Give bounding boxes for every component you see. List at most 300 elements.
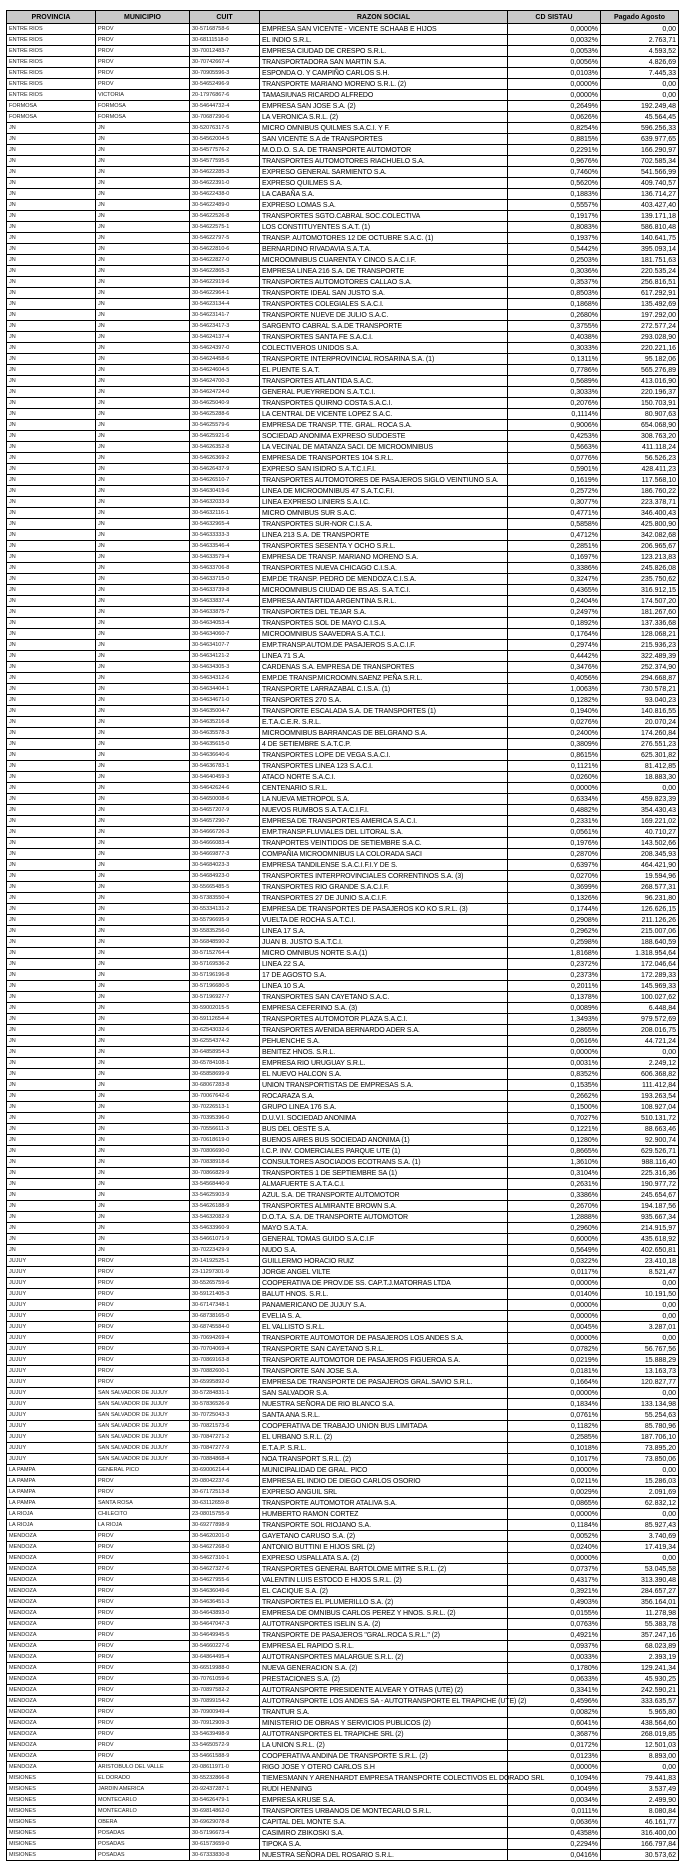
cell-razon-social: TRANSPORTES GENERAL BARTOLOME MITRE S.R.L. (2): [260, 1564, 508, 1575]
cell-cd-sistau: 0,0937%: [508, 1641, 601, 1652]
cell-municipio: PROV: [96, 1267, 190, 1278]
cell-provincia: JN: [7, 475, 96, 486]
cell-cd-sistau: 0,0782%: [508, 1344, 601, 1355]
cell-municipio: PROV: [96, 1476, 190, 1487]
cell-municipio: JN: [96, 288, 190, 299]
cell-razon-social: TRANSPORTES AUTOMOTORES CALLAO S.A.: [260, 277, 508, 288]
table-row: [7, 1069, 679, 1080]
cell-cuit: 30-54636451-3: [190, 1597, 260, 1608]
cell-provincia: JN: [7, 739, 96, 750]
cell-razon-social: EMPRESA CEFERINO S.A. (3): [260, 1003, 508, 1014]
cell-cuit: 30-68111518-0: [190, 35, 260, 46]
cell-provincia: JUJUY: [7, 1333, 96, 1344]
cell-municipio: SAN SALVADOR DE JUJUY: [96, 1443, 190, 1454]
table-row: [7, 849, 679, 860]
cell-razon-social: MICRO OMNIBUS NORTE S.A.(1): [260, 948, 508, 959]
cell-municipio: JN: [96, 244, 190, 255]
cell-municipio: PROV: [96, 1751, 190, 1762]
cell-municipio: PROV: [96, 1256, 190, 1267]
cell-cuit: 30-54634107-7: [190, 640, 260, 651]
table-row: [7, 189, 679, 200]
cell-provincia: JN: [7, 1201, 96, 1212]
cell-razon-social: TRANSPORTES URBANOS DE MONTECARLO S.R.L.: [260, 1806, 508, 1817]
cell-pago-agosto: 293.028,90: [601, 332, 679, 343]
cell-pago-agosto: 208.016,75: [601, 1025, 679, 1036]
cell-provincia: JN: [7, 640, 96, 651]
cell-provincia: MENDOZA: [7, 1762, 96, 1773]
cell-municipio: JN: [96, 200, 190, 211]
cell-municipio: PROV: [96, 1553, 190, 1564]
cell-cuit: 30-54647047-3: [190, 1619, 260, 1630]
cell-pago-agosto: 208.345,93: [601, 849, 679, 860]
cell-cd-sistau: 0,8665%: [508, 1146, 601, 1157]
table-row: [7, 772, 679, 783]
table-row: [7, 46, 679, 57]
table-row: [7, 1168, 679, 1179]
cell-pago-agosto: 0,00: [601, 1388, 679, 1399]
cell-pago-agosto: 268.019,85: [601, 1729, 679, 1740]
cell-cuit: 30-70226513-1: [190, 1102, 260, 1113]
table-row: [7, 1641, 679, 1652]
table-row: [7, 629, 679, 640]
cell-razon-social: EMP.DE TRANSP.MICROOMN.SAENZ PEÑA S.R.L.: [260, 673, 508, 684]
cell-provincia: JN: [7, 200, 96, 211]
cell-cuit: 30-54633706-8: [190, 563, 260, 574]
cell-provincia: JN: [7, 673, 96, 684]
cell-cuit: 30-54622827-0: [190, 255, 260, 266]
cell-cd-sistau: 0,4712%: [508, 530, 601, 541]
cell-cuit: 30-54634060-7: [190, 629, 260, 640]
cell-cuit: 30-54635216-8: [190, 717, 260, 728]
table-row: [7, 475, 679, 486]
cell-cd-sistau: 0,1764%: [508, 629, 601, 640]
cell-cd-sistau: 0,1017%: [508, 1454, 601, 1465]
cell-pago-agosto: 8.080,84: [601, 1806, 679, 1817]
cell-cd-sistau: 0,0000%: [508, 1333, 601, 1344]
cell-municipio: JN: [96, 1190, 190, 1201]
table-row: [7, 420, 679, 431]
cell-razon-social: SAN SALVADOR S.A.: [260, 1388, 508, 1399]
cell-cd-sistau: 0,0219%: [508, 1355, 601, 1366]
cell-cd-sistau: 0,3341%: [508, 1685, 601, 1696]
table-row: [7, 1102, 679, 1113]
cell-provincia: JN: [7, 541, 96, 552]
cell-cd-sistau: 0,0056%: [508, 57, 601, 68]
table-row: [7, 519, 679, 530]
cell-municipio: JN: [96, 442, 190, 453]
table-row: [7, 981, 679, 992]
cell-municipio: JN: [96, 805, 190, 816]
cell-cd-sistau: 0,1114%: [508, 409, 601, 420]
cell-provincia: JN: [7, 849, 96, 860]
cell-pago-agosto: 12.501,03: [601, 1740, 679, 1751]
cell-razon-social: EL NUEVO HALCON S.A.: [260, 1069, 508, 1080]
cell-razon-social: CONSULTORES ASOCIADOS ECOTRANS S.A. (1): [260, 1157, 508, 1168]
cell-cuit: 30-57196196-8: [190, 970, 260, 981]
cell-razon-social: TRANSPORTE SAN JOSE S.A.: [260, 1366, 508, 1377]
cell-provincia: JN: [7, 651, 96, 662]
cell-cd-sistau: 0,0000%: [508, 1762, 601, 1773]
cell-cuit: 30-64858954-3: [190, 1047, 260, 1058]
cell-razon-social: COOPERATIVA DE PROV.DE SS. CAP.T.J.MATORRAS LTDA: [260, 1278, 508, 1289]
cell-pago-agosto: 19.594,96: [601, 871, 679, 882]
cell-cuit: 30-70869163-8: [190, 1355, 260, 1366]
cell-municipio: JN: [96, 1223, 190, 1234]
cell-pago-agosto: 169.221,02: [601, 816, 679, 827]
cell-municipio: JN: [96, 981, 190, 992]
cell-municipio: JN: [96, 904, 190, 915]
cell-pago-agosto: 0,00: [601, 1333, 679, 1344]
cell-pago-agosto: 145.969,33: [601, 981, 679, 992]
cell-cuit: 30-55835256-0: [190, 926, 260, 937]
cell-cd-sistau: 0,0000%: [508, 783, 601, 794]
cell-pago-agosto: 181.751,63: [601, 255, 679, 266]
cell-cuit: 33-54626188-9: [190, 1201, 260, 1212]
cell-razon-social: TRANSPORTES LOPE DE VEGA S.A.C.I.: [260, 750, 508, 761]
cell-razon-social: EMPRESA DE TRANSP. TTE. GRAL. ROCA S.A.: [260, 420, 508, 431]
cell-razon-social: EMPRESA DE TRANSP. MARIANO MORENO S.A.: [260, 552, 508, 563]
cell-cd-sistau: 0,9676%: [508, 156, 601, 167]
cell-pago-agosto: 223.378,71: [601, 497, 679, 508]
cell-pago-agosto: 395.093,14: [601, 244, 679, 255]
cell-cd-sistau: 0,2631%: [508, 1179, 601, 1190]
table-row: [7, 1003, 679, 1014]
cell-cd-sistau: 0,3699%: [508, 882, 601, 893]
table-row: [7, 816, 679, 827]
cell-municipio: EL DORADO: [96, 1773, 190, 1784]
cell-provincia: JN: [7, 1179, 96, 1190]
table-row: [7, 1696, 679, 1707]
cell-municipio: JN: [96, 816, 190, 827]
cell-pago-agosto: 193.263,54: [601, 1091, 679, 1102]
cell-provincia: LA RIOJA: [7, 1509, 96, 1520]
cell-pago-agosto: 354.430,43: [601, 805, 679, 816]
cell-municipio: PROV: [96, 35, 190, 46]
cell-municipio: SAN SALVADOR DE JUJUY: [96, 1388, 190, 1399]
header-row: [7, 11, 679, 24]
cell-municipio: JN: [96, 640, 190, 651]
cell-pago-agosto: 44.721,24: [601, 1036, 679, 1047]
cell-municipio: JN: [96, 420, 190, 431]
cell-municipio: JN: [96, 156, 190, 167]
cell-pago-agosto: 197.292,00: [601, 310, 679, 321]
table-row: [7, 156, 679, 167]
cell-cuit: 30-57168758-6: [190, 24, 260, 35]
cell-razon-social: LINEA 22 S.A.: [260, 959, 508, 970]
cell-pago-agosto: 268.577,31: [601, 882, 679, 893]
cell-cd-sistau: 0,3386%: [508, 563, 601, 574]
cell-cd-sistau: 0,0000%: [508, 1300, 601, 1311]
cell-razon-social: PANAMERICANO DE JUJUY S.A.: [260, 1300, 508, 1311]
cell-cuit: 30-54635578-3: [190, 728, 260, 739]
cell-cuit: 30-70694269-4: [190, 1333, 260, 1344]
cell-pago-agosto: 136.714,27: [601, 189, 679, 200]
cell-razon-social: EMPRESA DE TRANSPORTES AMERICA S.A.C.I.: [260, 816, 508, 827]
cell-provincia: MISIONES: [7, 1839, 96, 1850]
table-row: [7, 101, 679, 112]
cell-provincia: JN: [7, 244, 96, 255]
cell-provincia: JN: [7, 882, 96, 893]
cell-cd-sistau: 0,3104%: [508, 1168, 601, 1179]
cell-pago-agosto: 120.827,77: [601, 1377, 679, 1388]
cell-razon-social: EXPRESO QUILMES S.A.: [260, 178, 508, 189]
cell-razon-social: COLECTIVEROS UNIDOS S.A.: [260, 343, 508, 354]
cell-cuit: 30-54652496-9: [190, 79, 260, 90]
cell-cd-sistau: 0,1182%: [508, 1421, 601, 1432]
table-row: [7, 1113, 679, 1124]
cell-provincia: JN: [7, 596, 96, 607]
cell-provincia: JN: [7, 860, 96, 871]
cell-razon-social: TRANSPORTES LINEA 123 S.A.C.I.: [260, 761, 508, 772]
cell-pago-agosto: 68.023,89: [601, 1641, 679, 1652]
cell-pago-agosto: 93.040,23: [601, 695, 679, 706]
cell-cd-sistau: 0,1280%: [508, 1135, 601, 1146]
cell-municipio: PROV: [96, 57, 190, 68]
cell-cuit: 30-54624604-5: [190, 365, 260, 376]
cell-cd-sistau: 0,0633%: [508, 1674, 601, 1685]
cell-cuit: 30-54622575-1: [190, 222, 260, 233]
cell-cd-sistau: 0,0155%: [508, 1608, 601, 1619]
cell-cd-sistau: 0,2400%: [508, 728, 601, 739]
table-row: [7, 1685, 679, 1696]
cell-municipio: JN: [96, 530, 190, 541]
cell-cd-sistau: 0,1500%: [508, 1102, 601, 1113]
cell-provincia: MENDOZA: [7, 1663, 96, 1674]
cell-pago-agosto: 85.780,96: [601, 1421, 679, 1432]
cell-municipio: JN: [96, 552, 190, 563]
cell-razon-social: TRANSPORTES AVENIDA BERNARDO ADER S.A.: [260, 1025, 508, 1036]
cell-pago-agosto: 108.927,04: [601, 1102, 679, 1113]
cell-provincia: JN: [7, 629, 96, 640]
cell-razon-social: PRESTACIONES S.A. (2): [260, 1674, 508, 1685]
cell-provincia: JN: [7, 1047, 96, 1058]
cell-municipio: PROV: [96, 1619, 190, 1630]
cell-cd-sistau: 0,1121%: [508, 761, 601, 772]
cell-pago-agosto: 15.286,03: [601, 1476, 679, 1487]
cell-cuit: 30-56848590-2: [190, 937, 260, 948]
cell-cd-sistau: 0,0211%: [508, 1476, 601, 1487]
cell-cuit: 30-70899154-2: [190, 1696, 260, 1707]
cell-razon-social: NUEVA GENERACION S.A. (2): [260, 1663, 508, 1674]
cell-razon-social: CENTENARIO S.R.L.: [260, 783, 508, 794]
table-row: [7, 233, 679, 244]
cell-municipio: PROV: [96, 1608, 190, 1619]
cell-razon-social: TRANSPORTES INTERPROVINCIALES CORRENTINOS S.A. (3): [260, 871, 508, 882]
table-row: [7, 1344, 679, 1355]
cell-pago-agosto: 0,00: [601, 1465, 679, 1476]
cell-cd-sistau: 0,6334%: [508, 794, 601, 805]
table-row: [7, 244, 679, 255]
cell-razon-social: EMPRESA DE TRANSPORTES DE PASAJEROS KO KO S.R.L. (3): [260, 904, 508, 915]
cell-provincia: JUJUY: [7, 1322, 96, 1333]
cell-cuit: 30-54622810-6: [190, 244, 260, 255]
cell-cuit: 30-70897582-2: [190, 1685, 260, 1696]
cell-cd-sistau: 1,2888%: [508, 1212, 601, 1223]
cell-pago-agosto: 0,00: [601, 79, 679, 90]
cell-pago-agosto: 15.888,29: [601, 1355, 679, 1366]
cell-pago-agosto: 6.448,84: [601, 1003, 679, 1014]
cell-pago-agosto: 629.526,71: [601, 1146, 679, 1157]
table-row: [7, 1036, 679, 1047]
table-row: [7, 684, 679, 695]
cell-cd-sistau: 0,4038%: [508, 332, 601, 343]
cell-cd-sistau: 0,2572%: [508, 486, 601, 497]
cell-cuit: 30-55265759-6: [190, 1278, 260, 1289]
cell-cuit: 30-64864495-4: [190, 1652, 260, 1663]
cell-municipio: JN: [96, 1135, 190, 1146]
cell-provincia: JUJUY: [7, 1432, 96, 1443]
cell-razon-social: EMPRESA EL INDIO DE DIEGO CARLOS OSORIO: [260, 1476, 508, 1487]
cell-cuit: 30-54657207-9: [190, 805, 260, 816]
cell-municipio: JN: [96, 706, 190, 717]
cell-cuit: 30-52076317-5: [190, 123, 260, 134]
cell-razon-social: MICROOMNIBUS CIUDAD DE BS.AS. S.A.T.C.I.: [260, 585, 508, 596]
table-row: [7, 1366, 679, 1377]
cell-provincia: MISIONES: [7, 1806, 96, 1817]
table-row: [7, 1179, 679, 1190]
cell-cuit: 30-54633546-4: [190, 541, 260, 552]
cell-razon-social: EXPRESO ANGUIL SRL: [260, 1487, 508, 1498]
cell-cuit: 30-54623134-4: [190, 299, 260, 310]
table-row: [7, 1476, 679, 1487]
cell-municipio: PROV: [96, 1278, 190, 1289]
cell-provincia: JN: [7, 1036, 96, 1047]
cell-provincia: MENDOZA: [7, 1531, 96, 1542]
cell-provincia: JN: [7, 926, 96, 937]
cell-cuit: 30-70821573-6: [190, 1421, 260, 1432]
cell-cuit: 20-14192525-1: [190, 1256, 260, 1267]
cell-cd-sistau: 0,1883%: [508, 189, 601, 200]
cell-municipio: OBERA: [96, 1817, 190, 1828]
cell-cuit: 30-54644732-4: [190, 101, 260, 112]
cell-cuit: 30-70067642-6: [190, 1091, 260, 1102]
cell-provincia: JN: [7, 387, 96, 398]
cell-cuit: 30-54577576-2: [190, 145, 260, 156]
table-row: [7, 1542, 679, 1553]
cell-municipio: PROV: [96, 1641, 190, 1652]
cell-razon-social: EL INDIO S.R.L.: [260, 35, 508, 46]
cell-cd-sistau: 0,8083%: [508, 222, 601, 233]
cell-municipio: JN: [96, 838, 190, 849]
cell-razon-social: AZUL S.A. DE TRANSPORTE AUTOMOTOR: [260, 1190, 508, 1201]
cell-cuit: 30-54626510-7: [190, 475, 260, 486]
cell-provincia: MISIONES: [7, 1850, 96, 1861]
cell-cuit: 30-70725043-3: [190, 1410, 260, 1421]
cell-municipio: JN: [96, 1212, 190, 1223]
cell-municipio: JN: [96, 574, 190, 585]
cell-provincia: JN: [7, 1091, 96, 1102]
cell-municipio: JN: [96, 717, 190, 728]
table-row: [7, 266, 679, 277]
cell-pago-agosto: 4.826,69: [601, 57, 679, 68]
table-row: [7, 1256, 679, 1267]
cell-municipio: PROV: [96, 1740, 190, 1751]
cell-provincia: JN: [7, 563, 96, 574]
cell-cuit: 30-70838918-6: [190, 1157, 260, 1168]
cell-cd-sistau: 0,2011%: [508, 981, 601, 992]
table-row: [7, 937, 679, 948]
cell-municipio: JN: [96, 321, 190, 332]
cell-cd-sistau: 0,5649%: [508, 1245, 601, 1256]
cell-cuit: 30-59112654-4: [190, 1014, 260, 1025]
table-row: [7, 1795, 679, 1806]
cell-cuit: 20-92437287-1: [190, 1784, 260, 1795]
cell-cd-sistau: 0,0103%: [508, 68, 601, 79]
cell-provincia: JN: [7, 992, 96, 1003]
cell-cuit: 30-54642624-6: [190, 783, 260, 794]
cell-provincia: JN: [7, 376, 96, 387]
cell-razon-social: EMP.DE TRANSP. PEDRO DE MENDOZA C.I.S.A.: [260, 574, 508, 585]
cell-cd-sistau: 0,2404%: [508, 596, 601, 607]
cell-cuit: 30-54643893-0: [190, 1608, 260, 1619]
cell-cuit: 33-54568440-9: [190, 1179, 260, 1190]
cell-cuit: 30-54623417-3: [190, 321, 260, 332]
cell-provincia: JN: [7, 981, 96, 992]
cell-cd-sistau: 0,1917%: [508, 211, 601, 222]
cell-pago-agosto: 459.823,39: [601, 794, 679, 805]
cell-provincia: JN: [7, 464, 96, 475]
cell-razon-social: MICRO OMNIBUS QUILMES S.A.C.I. Y F.: [260, 123, 508, 134]
cell-razon-social: GENERAL TOMAS GUIDO S.A.C.I.F: [260, 1234, 508, 1245]
cell-pago-agosto: 85.927,43: [601, 1520, 679, 1531]
cell-razon-social: SANTA ANA S.R.L.: [260, 1410, 508, 1421]
table-row: [7, 1289, 679, 1300]
cell-pago-agosto: 20.070,24: [601, 717, 679, 728]
cell-cuit: 30-70687290-6: [190, 112, 260, 123]
cell-razon-social: BENITEZ HNOS. S.R.L.: [260, 1047, 508, 1058]
cell-pago-agosto: 55.254,63: [601, 1410, 679, 1421]
cell-cd-sistau: 0,0111%: [508, 1806, 601, 1817]
cell-municipio: JN: [96, 1168, 190, 1179]
cell-pago-agosto: 143.502,66: [601, 838, 679, 849]
cell-cd-sistau: 0,2865%: [508, 1025, 601, 1036]
cell-provincia: MISIONES: [7, 1795, 96, 1806]
cell-cd-sistau: 0,0636%: [508, 1817, 601, 1828]
table-row: [7, 1234, 679, 1245]
table-row: [7, 1399, 679, 1410]
table-row: [7, 398, 679, 409]
cell-provincia: JUJUY: [7, 1267, 96, 1278]
cell-cuit: 30-54622797-5: [190, 233, 260, 244]
cell-provincia: JN: [7, 827, 96, 838]
table-row: [7, 508, 679, 519]
cell-provincia: JN: [7, 354, 96, 365]
cell-razon-social: ANTONIO BUTTINI E HIJOS SRL (2): [260, 1542, 508, 1553]
cell-cuit: 30-54634312-6: [190, 673, 260, 684]
cell-pago-agosto: 2.091,69: [601, 1487, 679, 1498]
cell-pago-agosto: 211.126,26: [601, 915, 679, 926]
cell-cd-sistau: 0,2960%: [508, 1223, 601, 1234]
table-row: [7, 563, 679, 574]
cell-municipio: JN: [96, 1234, 190, 1245]
cell-cd-sistau: 0,0117%: [508, 1267, 601, 1278]
cell-provincia: ENTRE RIOS: [7, 79, 96, 90]
cell-provincia: JUJUY: [7, 1366, 96, 1377]
cell-pago-agosto: 0,00: [601, 90, 679, 101]
cell-razon-social: GAYETANO CARUSO S.A. (2): [260, 1531, 508, 1542]
cell-cuit: 30-54684923-0: [190, 871, 260, 882]
table-row: [7, 1630, 679, 1641]
cell-cd-sistau: 0,0032%: [508, 35, 601, 46]
cell-cuit: 30-70618619-0: [190, 1135, 260, 1146]
cell-cuit: 30-54627310-1: [190, 1553, 260, 1564]
cell-provincia: MENDOZA: [7, 1674, 96, 1685]
table-row: [7, 1498, 679, 1509]
cell-municipio: JN: [96, 486, 190, 497]
cell-razon-social: NUESTRA SEÑORA DEL ROSARIO S.R.L.: [260, 1850, 508, 1861]
cell-cuit: 30-69006214-4: [190, 1465, 260, 1476]
cell-pago-agosto: 322.489,39: [601, 651, 679, 662]
